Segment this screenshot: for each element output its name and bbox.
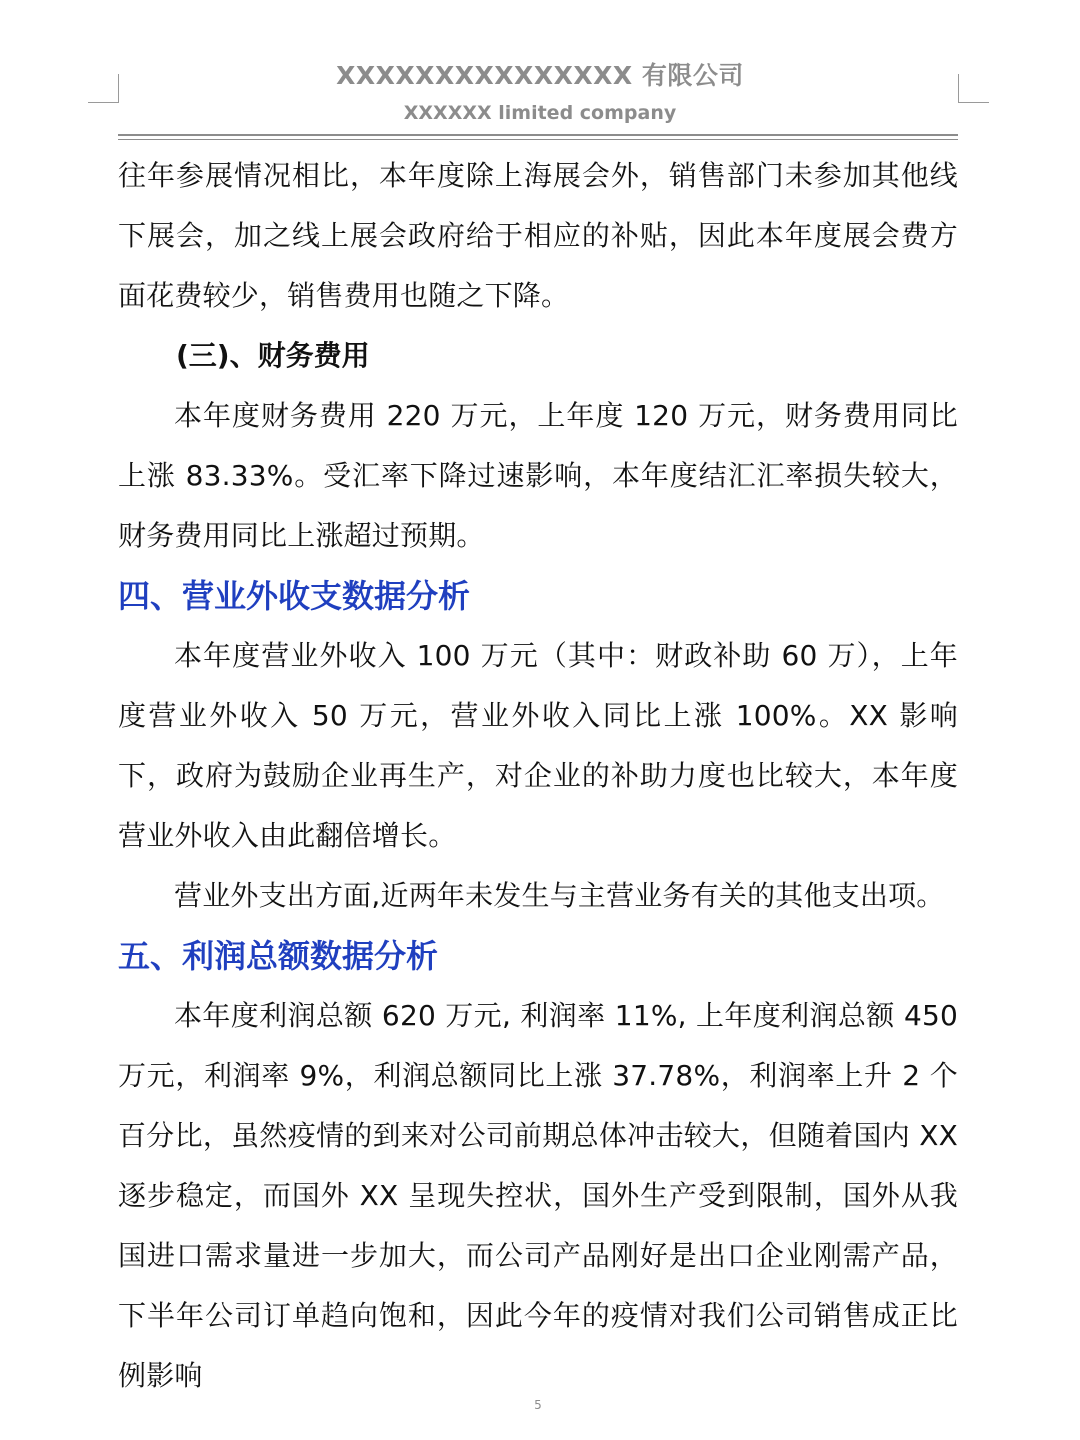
non-operating-section-heading: 四、营业外收支数据分析: [118, 577, 471, 615]
company-name-header: XXXXXXXXXXXXXXX 有限公司: [336, 61, 744, 90]
document-body: [118, 146, 958, 1406]
total-profit-paragraph: 本年度利润总额 620 万元, 利润率 11%, 上年度利润总额 450 万元，利润率 9%，利润总额同比上涨 37.78%，利润率上升 2 个百分比，虽然疫情的到来对公司前期总体冲击较大，但随着国内 XX 逐步稳定，而国外 XX 呈现失控状，国外生产受到限制，国外从我国进口需求量进一步加大，而公司产品刚好是出口企业刚需产品，下半年公司订单趋向饱和，因此今年的疫情对我们公司销售成正比例影响: [118, 999, 958, 1392]
page-number: 5: [534, 1398, 542, 1412]
company-name-english: XXXXXX limited company: [403, 102, 677, 124]
non-operating-income-paragraph: 本年度营业外收入 100 万元（其中：财政补助 60 万），上年度营业外收入 50 万元，营业外收入同比上涨 100%。XX 影响下，政府为鼓励企业再生产，对企业的补助力度也比较大，本年度营业外收入由此翻倍增长。: [118, 639, 958, 852]
total-profit-section-heading: 五、利润总额数据分析: [118, 937, 439, 975]
intro-paragraph: 往年参展情况相比，本年度除上海展会外，销售部门未参加其他线下展会，加之线上展会政府给于相应的补贴，因此本年度展会费方面花费较少，销售费用也随之下降。: [118, 159, 958, 312]
finance-expense-heading: (三)、财务费用: [176, 339, 370, 372]
header-divider: [118, 134, 958, 140]
finance-expense-paragraph: 本年度财务费用 220 万元，上年度 120 万元，财务费用同比上涨 83.33%。受汇率下降过速影响，本年度结汇汇率损失较大，财务费用同比上涨超过预期。: [118, 399, 958, 552]
non-operating-expense-paragraph: 营业外支出方面,近两年未发生与主营业务有关的其他支出项。: [174, 879, 945, 912]
